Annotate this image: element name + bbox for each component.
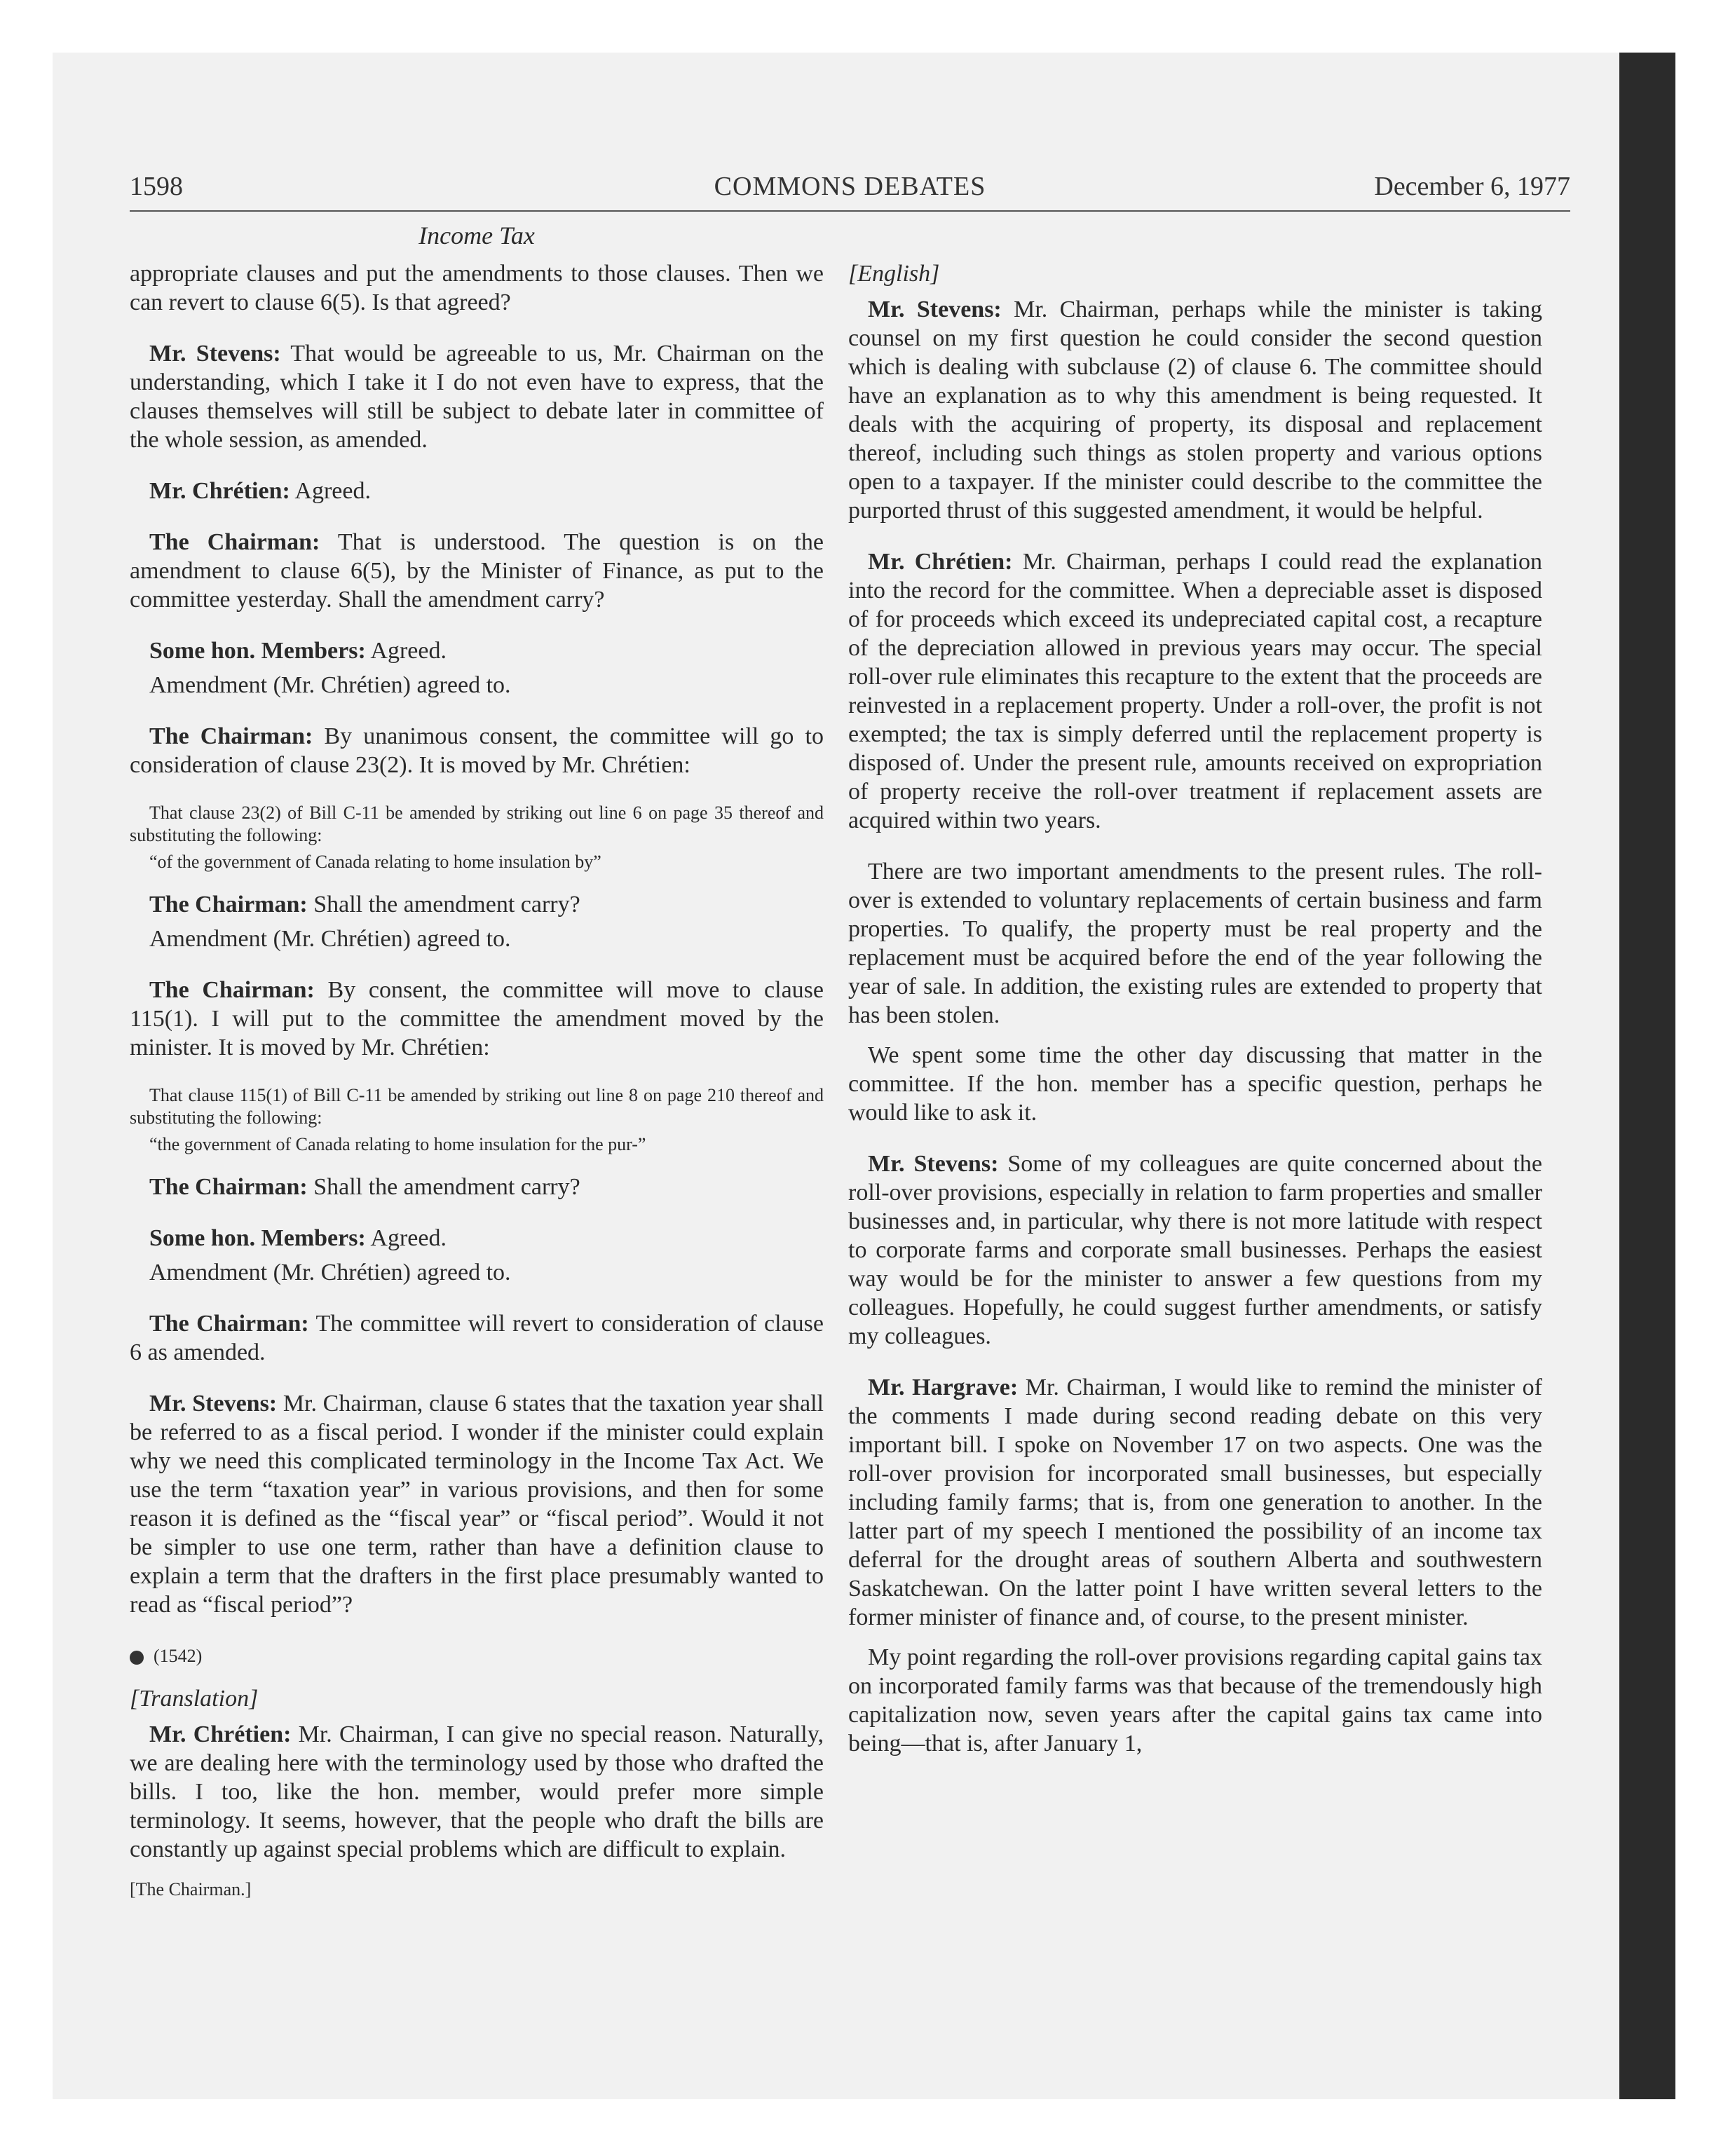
left-column <box>130 259 824 1904</box>
speech-text: The committee will revert to consideration of clause 6 as amended. <box>130 1311 824 1365</box>
speech-text: Agreed. <box>365 1225 447 1251</box>
page-number: 1598 <box>130 172 183 201</box>
paragraph <box>130 890 824 919</box>
speech-text: Mr. Chairman, I would like to remind the minister of the comments I made during second reading debate on this very important bill. I spoke on November 17 on two aspects. One was the roll-over provision for incorporated small businesses, but especially including family farms; that is, from one generation to another. In the latter part of my speech I mentioned the possibility of an income tax deferral for the drought areas of southern Alberta and southwestern Saskatchewan. On the latter point I have written several letters to the former minister of finance and, of course, to the present minister. <box>848 1374 1542 1630</box>
paragraph <box>130 528 824 614</box>
paragraph: My point regarding the roll-over provisions regarding capital gains tax on incorporated family farms was that because of the tremendously high capitalization now, seven years after the capital gains tax came into being—that is, after January 1, <box>848 1644 1542 1756</box>
right-column <box>848 259 1542 1780</box>
paragraph <box>130 1309 824 1367</box>
speaker-name: Mr. Stevens: <box>868 1151 999 1177</box>
time-marker <box>130 1642 824 1670</box>
paragraph <box>848 295 1542 525</box>
paragraph <box>848 1149 1542 1351</box>
amendment-quote: “of the government of Canada relating to home insulation by” <box>149 852 601 872</box>
journal-title: COMMONS DEBATES <box>714 172 986 201</box>
paragraph <box>130 1224 824 1253</box>
amendment-text: That clause 23(2) of Bill C-11 be amended by striking out line 6 on page 35 thereof and substituting the following: <box>130 803 824 845</box>
paragraph <box>130 339 824 454</box>
paragraph <box>848 1373 1542 1632</box>
speaker-name: Mr. Hargrave: <box>868 1374 1019 1400</box>
speaker-name: Mr. Stevens: <box>868 296 1002 322</box>
speech-text: That is understood. The question is on the amendment to clause 6(5), by the Minister of Finance, as put to the committee yesterday. Shall the amendment carry? <box>130 529 824 613</box>
speech-text: Mr. Chairman, perhaps I could read the explanation into the record for the committee. When a depreciable asset is disposed of for proceeds which exceed its undepreciated capital cost, a recapture of the depreciation allowed in previous years may occur. The special roll-over rule eliminates this recapture to the extent that the proceeds are reinvested in a replacement property. Under a roll-over, the profit is not exempted; the tax is simply deferred until the replacement property is disposed of. Under the present rule, amounts received on expropriation of property receive the roll-over treatment if replacement assets are acquired within two years. <box>848 549 1543 833</box>
motion-result: Amendment (Mr. Chrétien) agreed to. <box>149 926 511 952</box>
binding-edge <box>1619 53 1675 2099</box>
paragraph <box>130 976 824 1062</box>
motion-result: Amendment (Mr. Chrétien) agreed to. <box>149 1260 511 1285</box>
speech-text: Mr. Chairman, I can give no special reason. Naturally, we are dealing here with the terminology used by those who drafted the bills. I too, like the hon. member, would prefer more simple terminology. It seems, however, that the people who draft the bills are constantly up against special problems which are difficult to explain. <box>130 1721 824 1862</box>
running-header <box>130 168 1570 212</box>
language-label: [Translation] <box>130 1686 259 1712</box>
speech-text: By unanimous consent, the committee will go to consideration of clause 23(2). It is moved by Mr. Chrétien: <box>130 723 824 778</box>
paragraph: We spent some time the other day discussing that matter in the committee. If the hon. member has a specific question, perhaps he would like to ask it. <box>848 1042 1542 1126</box>
footer-note: [The Chairman.] <box>130 1879 252 1899</box>
speech-text: Mr. Chairman, perhaps while the minister is taking counsel on my first question he could consider the second question which is dealing with subclause (2) of clause 6. The committee should have an explanation as to why this amendment is being requested. It deals with the acquiring of property, its disposal and replacement thereof, including such things as stolen property and various options open to a taxpayer. If the minister could describe to the committee the purported thrust of this suggested amendment, it would be helpful. <box>848 296 1543 524</box>
header-date: December 6, 1977 <box>1374 172 1570 201</box>
paragraph <box>130 722 824 779</box>
motion-result: Amendment (Mr. Chrétien) agreed to. <box>149 672 511 698</box>
speech-text: Shall the amendment carry? <box>307 1174 580 1200</box>
speaker-name: The Chairman: <box>149 723 313 749</box>
paragraph: appropriate clauses and put the amendments to those clauses. Then we can revert to clause 6(5). Is that agreed? <box>130 261 824 315</box>
speech-text: Agreed. <box>365 638 447 664</box>
paragraph <box>130 1173 824 1201</box>
speaker-name: Mr. Chrétien: <box>149 1721 292 1747</box>
amendment-text: That clause 115(1) of Bill C-11 be amended by striking out line 8 on page 210 thereof and substituting the following: <box>130 1085 824 1128</box>
speech-text: Shall the amendment carry? <box>307 892 580 917</box>
speaker-name: Some hon. Members: <box>149 638 366 664</box>
speech-text: That would be agreeable to us, Mr. Chairman on the understanding, which I take it I do not even have to express, that the clauses themselves will still be subject to debate later in committee of the whole session, as amended. <box>130 341 824 453</box>
paragraph <box>130 1389 824 1619</box>
amendment-quote: “the government of Canada relating to home insulation for the pur-” <box>149 1134 646 1154</box>
speech-text: By consent, the committee will move to clause 115(1). I will put to the committee the amendment moved by the minister. It is moved by Mr. Chrétien: <box>130 977 824 1060</box>
paragraph <box>848 547 1542 835</box>
speech-text: Agreed. <box>290 478 371 504</box>
bullet-dot-icon <box>130 1651 144 1665</box>
speaker-name: The Chairman: <box>149 1311 309 1337</box>
paragraph <box>130 477 824 505</box>
paragraph: There are two important amendments to the present rules. The roll-over is extended to voluntary replacements of certain business and farm properties. To qualify, the property must be real property and the replacement must be acquired before the end of the year following the year of sale. In addition, the existing rules are extended to property that has been stolen. <box>848 859 1542 1028</box>
speaker-name: The Chairman: <box>149 892 308 917</box>
speech-text: Mr. Chairman, clause 6 states that the taxation year shall be referred to as a fiscal period. I wonder if the minister could explain why we need this complicated terminology in the Income Tax Act. We use the term “taxation year” in various provisions, and then for some reason it is defined as the “fiscal year” or “fiscal period”. Would it not be simpler to use one term, rather than have a definition clause to explain a term that the drafters in the first place presumably wanted to read as “fiscal period”? <box>130 1391 824 1618</box>
language-label: [English] <box>848 261 940 287</box>
speaker-name: Mr. Stevens: <box>149 341 281 367</box>
speaker-name: The Chairman: <box>149 1174 308 1200</box>
time-marker-text: (1542) <box>154 1646 203 1666</box>
speaker-name: Some hon. Members: <box>149 1225 366 1251</box>
paragraph <box>130 636 824 665</box>
speaker-name: Mr. Stevens: <box>149 1391 278 1417</box>
speech-text: Some of my colleagues are quite concerned about the roll-over provisions, especially in relation to farm properties and smaller businesses and, in particular, why there is not more latitude with respect to corporate farms and corporate small businesses. Perhaps the easiest way would be for the minister to answer a few questions from my colleagues. Hopefully, he could suggest further amendments, or satisfy my colleagues. <box>848 1151 1543 1349</box>
speaker-name: Mr. Chrétien: <box>868 549 1013 575</box>
speaker-name: The Chairman: <box>149 977 315 1003</box>
speaker-name: The Chairman: <box>149 529 320 555</box>
speaker-name: Mr. Chrétien: <box>149 478 290 504</box>
subject-heading: Income Tax <box>419 221 535 250</box>
paragraph <box>130 1720 824 1864</box>
